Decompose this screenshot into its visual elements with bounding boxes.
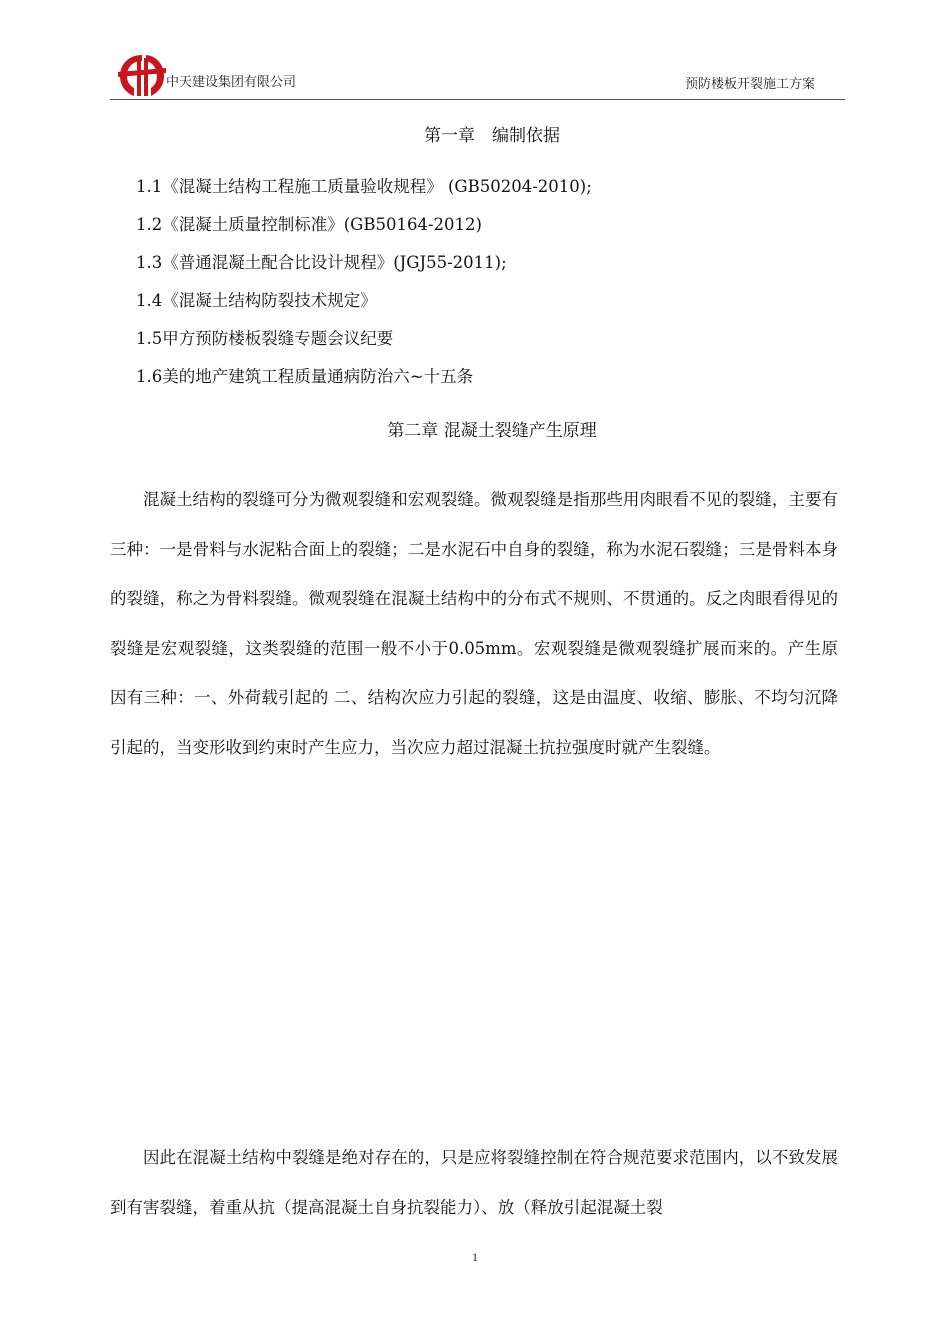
page-number: 1: [472, 1250, 478, 1264]
document-title: 预防楼板开裂施工方案: [684, 77, 815, 92]
chapter-2-heading: 第二章 混凝土裂缝产生原理: [387, 421, 597, 441]
list-item: 1.5甲方预防楼板裂缝专题会议纪要: [136, 329, 394, 348]
body-paragraph: 因此在混凝土结构中裂缝是绝对存在的，只是应将裂缝控制在符合规范要求范围内，以不致发展到有害裂缝，着重从抗（提高混凝土自身抗裂能力）、放（释放引起混凝土裂: [110, 1148, 838, 1217]
header-divider: [110, 99, 845, 100]
list-item: 1.3《普通混凝土配合比设计规程》(JGJ55-2011);: [136, 253, 507, 272]
company-logo-icon: [116, 52, 168, 98]
chapter-1-heading: 第一章 编制依据: [424, 126, 560, 146]
compilation-basis-list: [136, 176, 836, 404]
list-item: 1.6美的地产建筑工程质量通病防治六~十五条: [136, 367, 474, 386]
list-item: 1.2《混凝土质量控制标准》(GB50164-2012): [136, 215, 482, 234]
company-name: 中天建设集团有限公司: [166, 75, 297, 90]
body-paragraph: 混凝土结构的裂缝可分为微观裂缝和宏观裂缝。微观裂缝是指那些用肉眼看不见的裂缝，主要有三种：一是骨料与水泥粘合面上的裂缝；二是水泥石中自身的裂缝，称为水泥石裂缝；三是骨料本身的裂缝，称之为骨料裂缝。微观裂缝在混凝土结构中的分布式不规则、不贯通的。反之肉眼看得见的裂缝是宏观裂缝，这类裂缝的范围一般不小于0.05mm。宏观裂缝是微观裂缝扩展而来的。产生原因有三种：一、外荷载引起的 二、结构次应力引起的裂缝，这是由温度、收缩、膨胀、不均匀沉降引起的，当变形收到约束时产生应力，当次应力超过混凝土抗拉强度时就产生裂缝。: [110, 490, 838, 757]
page-header: [110, 52, 845, 102]
list-item: 1.1《混凝土结构工程施工质量验收规程》 (GB50204-2010);: [136, 177, 592, 196]
list-item: 1.4《混凝土结构防裂技术规定》: [136, 291, 377, 310]
